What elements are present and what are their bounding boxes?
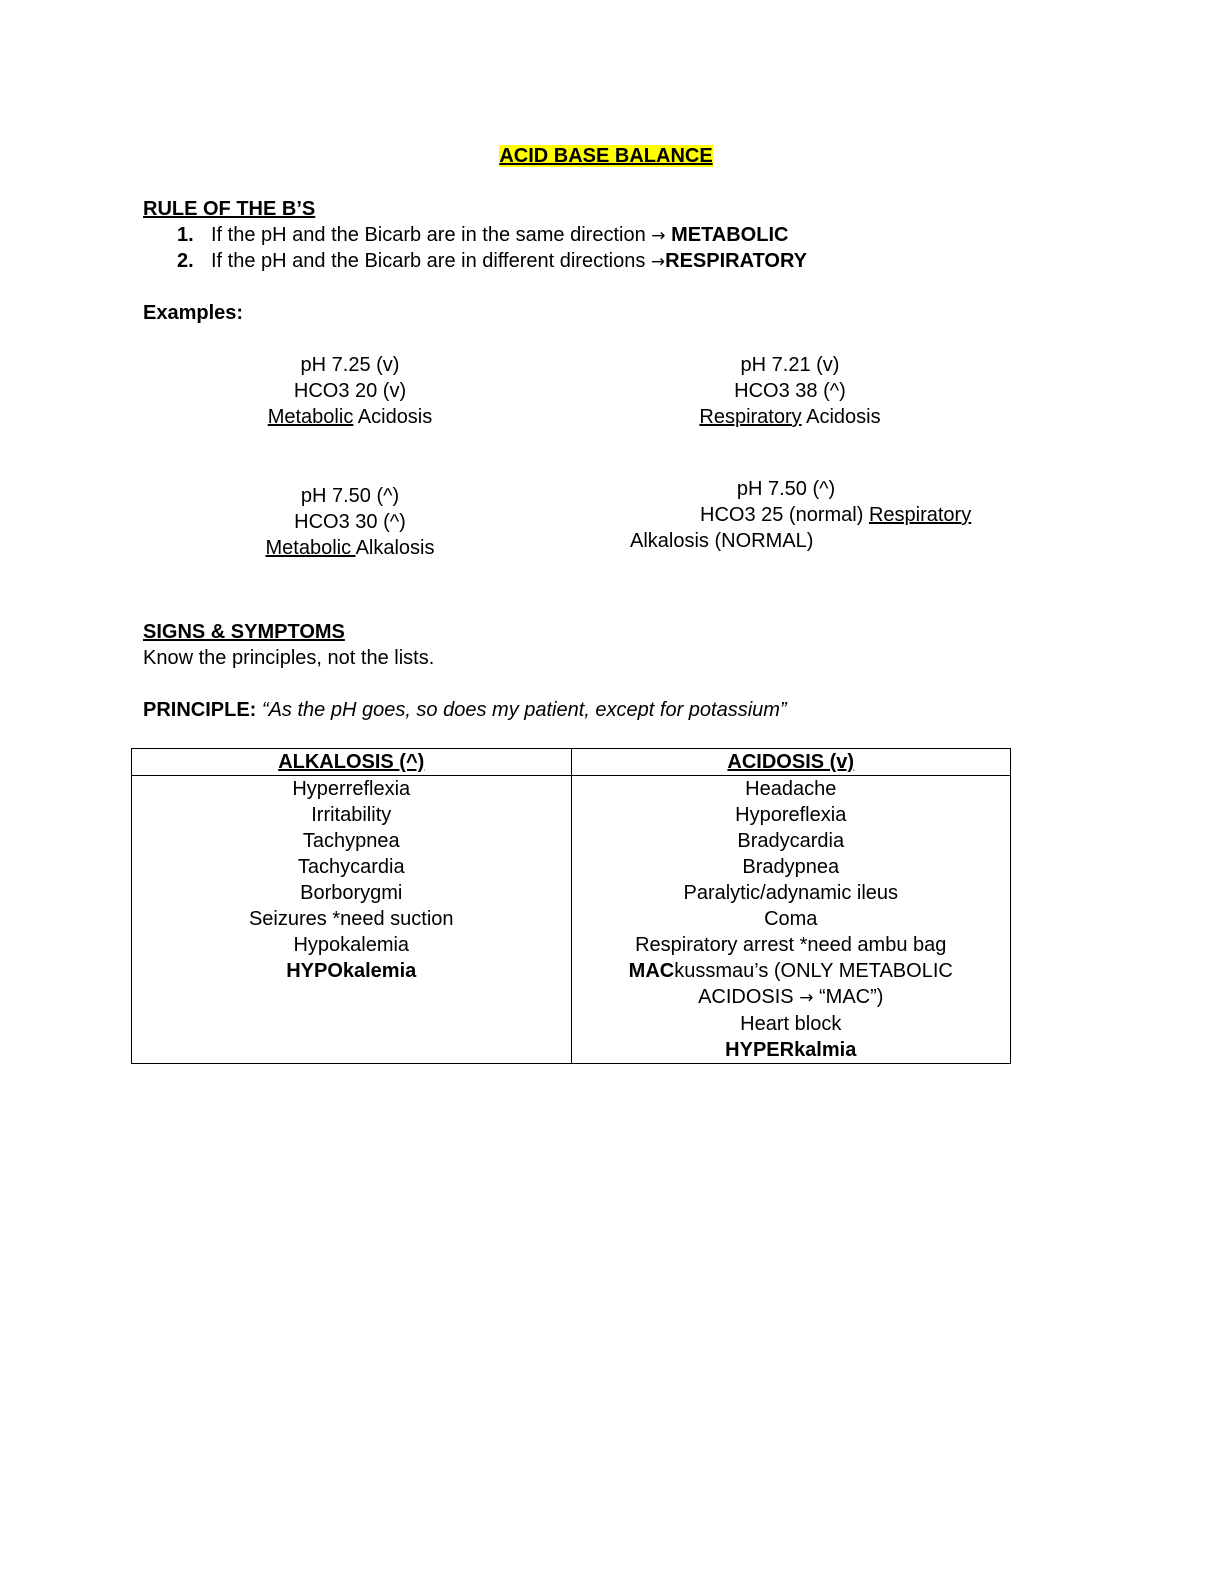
example-hco3: HCO3 20 (v): [293, 380, 407, 402]
signs-note: Know the principles, not the lists.: [143, 647, 435, 669]
list-item: [572, 1037, 1011, 1063]
list-item: Hypokalemia: [293, 934, 410, 956]
list-item: Heart block: [740, 1013, 842, 1035]
list-item: Bradypnea: [742, 856, 840, 878]
page-title: [0, 143, 1212, 169]
example-condition: Acidosis: [801, 406, 881, 428]
example-result: [200, 404, 500, 430]
rule-number: 1.: [177, 224, 194, 246]
list-item: Irritability: [311, 804, 392, 826]
list-item: Hyporeflexia: [735, 804, 847, 826]
mac-line2-post: “MAC”): [813, 986, 884, 1008]
example-hco3: HCO3 38 (^): [734, 380, 846, 402]
example-result: [200, 535, 500, 561]
hyper-rest: kalmia: [794, 1039, 857, 1061]
rule-text: If the pH and the Bicarb are in the same direction: [211, 224, 646, 246]
mac-rest: kussmau’s (ONLY METABOLIC: [674, 960, 953, 982]
rule-number: 2.: [177, 250, 194, 272]
table-row: [132, 776, 1011, 1064]
acidosis-cell: [571, 776, 1011, 1064]
signs-heading: SIGNS & SYMPTOMS: [143, 621, 345, 643]
mac-line2-pre: ACIDOSIS: [698, 986, 800, 1008]
hyper-prefix: HYPER: [725, 1039, 795, 1061]
example-3: [200, 483, 500, 561]
list-item: Hyperreflexia: [292, 778, 411, 800]
list-item: Headache: [745, 778, 837, 800]
examples-label: Examples:: [143, 302, 244, 324]
mac-bold: MAC: [628, 960, 675, 982]
example-type: Metabolic: [267, 406, 354, 428]
list-item: Respiratory arrest *need ambu bag: [635, 934, 947, 956]
hyper-bold: [725, 1039, 856, 1061]
table-header-row: [132, 749, 1011, 776]
list-item: Tachypnea: [302, 830, 400, 852]
example-4-condition: Alkalosis (NORMAL): [630, 530, 814, 552]
arrow-right-icon: →: [651, 226, 666, 246]
example-type: Respiratory: [868, 504, 972, 526]
example-ph: pH 7.21 (v): [740, 354, 840, 376]
alkalosis-cell: [132, 776, 572, 1064]
example-type: Respiratory: [699, 406, 802, 428]
list-item: Bradycardia: [737, 830, 845, 852]
example-condition: Acidosis: [353, 406, 433, 428]
acidosis-header: ACIDOSIS (v): [571, 749, 1011, 776]
signs-table: [131, 748, 1011, 1064]
rule-heading: RULE OF THE B’S: [143, 198, 316, 220]
list-item: Coma: [764, 908, 818, 930]
example-4-ph: pH 7.50 (^): [736, 478, 836, 500]
alkalosis-header: ALKALOSIS (^): [132, 749, 572, 776]
list-item: HYPOkalemia: [286, 960, 417, 982]
title-text: ACID BASE BALANCE: [499, 145, 713, 167]
principle-line: [143, 697, 787, 723]
example-ph: pH 7.25 (v): [300, 354, 400, 376]
list-item: Tachycardia: [297, 856, 405, 878]
example-condition: Alkalosis: [355, 537, 435, 559]
arrow-right-icon: →: [650, 252, 666, 272]
principle-quote: “As the pH goes, so does my patient, except for potassium”: [261, 699, 787, 721]
example-4-hco3: [700, 502, 971, 528]
rule-result: RESPIRATORY: [665, 250, 808, 272]
rule-result: METABOLIC: [671, 224, 789, 246]
list-item: Paralytic/adynamic ileus: [683, 882, 899, 904]
example-ph: pH 7.50 (^): [300, 485, 400, 507]
example-1: [200, 352, 500, 430]
example-hco3: HCO3 30 (^): [294, 511, 406, 533]
example-type: Metabolic: [265, 537, 356, 559]
rule-item-1: [177, 222, 788, 249]
list-item: [572, 958, 1011, 984]
principle-label: PRINCIPLE:: [143, 699, 257, 721]
example-2: [640, 352, 940, 430]
list-item: Seizures *need suction: [248, 908, 454, 930]
example-result: [640, 404, 940, 430]
list-item: Borborygmi: [300, 882, 403, 904]
arrow-right-icon: →: [799, 988, 814, 1008]
example-hco3: HCO3 25 (normal): [700, 504, 869, 526]
rule-text: If the pH and the Bicarb are in different directions: [211, 250, 646, 272]
rule-item-2: [177, 248, 807, 275]
list-item: [572, 984, 1011, 1011]
